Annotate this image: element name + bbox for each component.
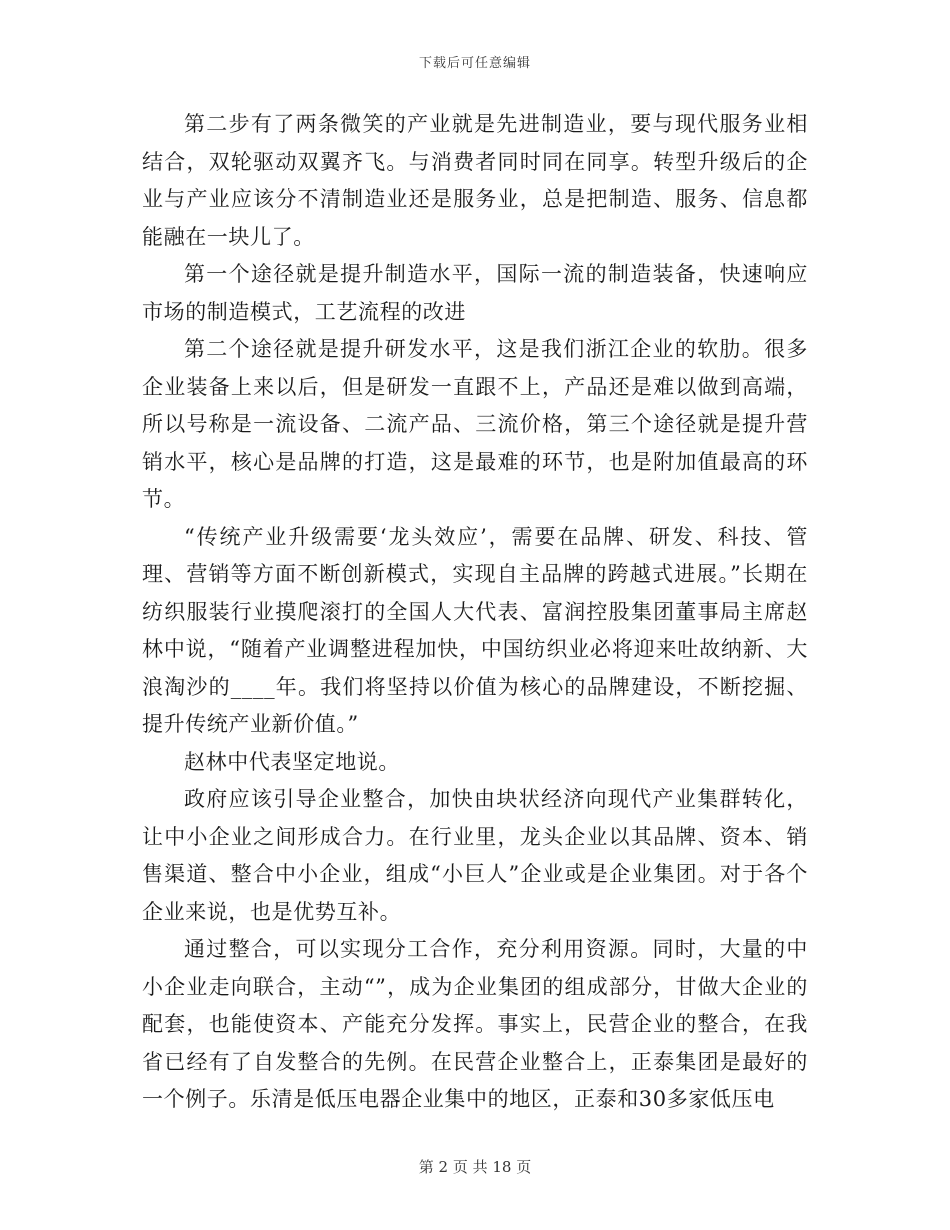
paragraph: “传统产业升级需要‘龙头效应’，需要在品牌、研发、科技、管理、营销等方面不断创新模式，实现自主品牌的跨越式进展。”长期在纺织服装行业摸爬滚打的全国人大代表、富润控股集团董事局主席赵林中说，“随着产业调整进程加快，中国纺织业必将迎来吐故纳新、大浪淘沙的____年。我们将坚持以价值为核心的品牌建设，不断挖掘、提升传统产业新价值。” (142, 524, 808, 736)
paragraph: 第一个途径就是提升制造水平，国际一流的制造装备，快速响应市场的制造模式，工艺流程的改进 (142, 262, 808, 324)
paragraph: 第二步有了两条微笑的产业就是先进制造业，要与现代服务业相结合，双轮驱动双翼齐飞。与消费者同时同在同享。转型升级后的企业与产业应该分不清制造业还是服务业，总是把制造、服务、信息都能融在一块儿了。 (142, 112, 808, 249)
page-number: 第 2 页 共 18 页 (418, 1158, 532, 1176)
paragraph: 第二个途径就是提升研发水平，这是我们浙江企业的软肋。很多企业装备上来以后，但是研发一直跟不上，产品还是难以做到高端，所以号称是一流设备、二流产品、三流价格，第三个途径就是提升营销水平，核心是品牌的打造，这是最难的环节，也是附加值最高的环节。 (142, 337, 808, 511)
page-header: 下载后可任意编辑 (418, 56, 531, 71)
paragraph: 政府应该引导企业整合，加快由块状经济向现代产业集群转化，让中小企业之间形成合力。在行业里，龙头企业以其品牌、资本、销售渠道、整合中小企业，组成“小巨人”企业或是企业集团。对于各个企业来说，也是优势互补。 (142, 787, 808, 924)
document-body (142, 106, 808, 1119)
paragraph: 通过整合，可以实现分工合作，充分利用资源。同时，大量的中小企业走向联合，主动“”，成为企业集团的组成部分，甘做大企业的配套，也能使资本、产能充分发挥。事实上，民营企业的整合，在我省已经有了自发整合的先例。在民营企业整合上，正泰集团是最好的一个例子。乐清是低压电器企业集中的地区，正泰和30多家低压电 (142, 937, 808, 1111)
paragraph: 赵林中代表坚定地说。 (184, 749, 400, 774)
